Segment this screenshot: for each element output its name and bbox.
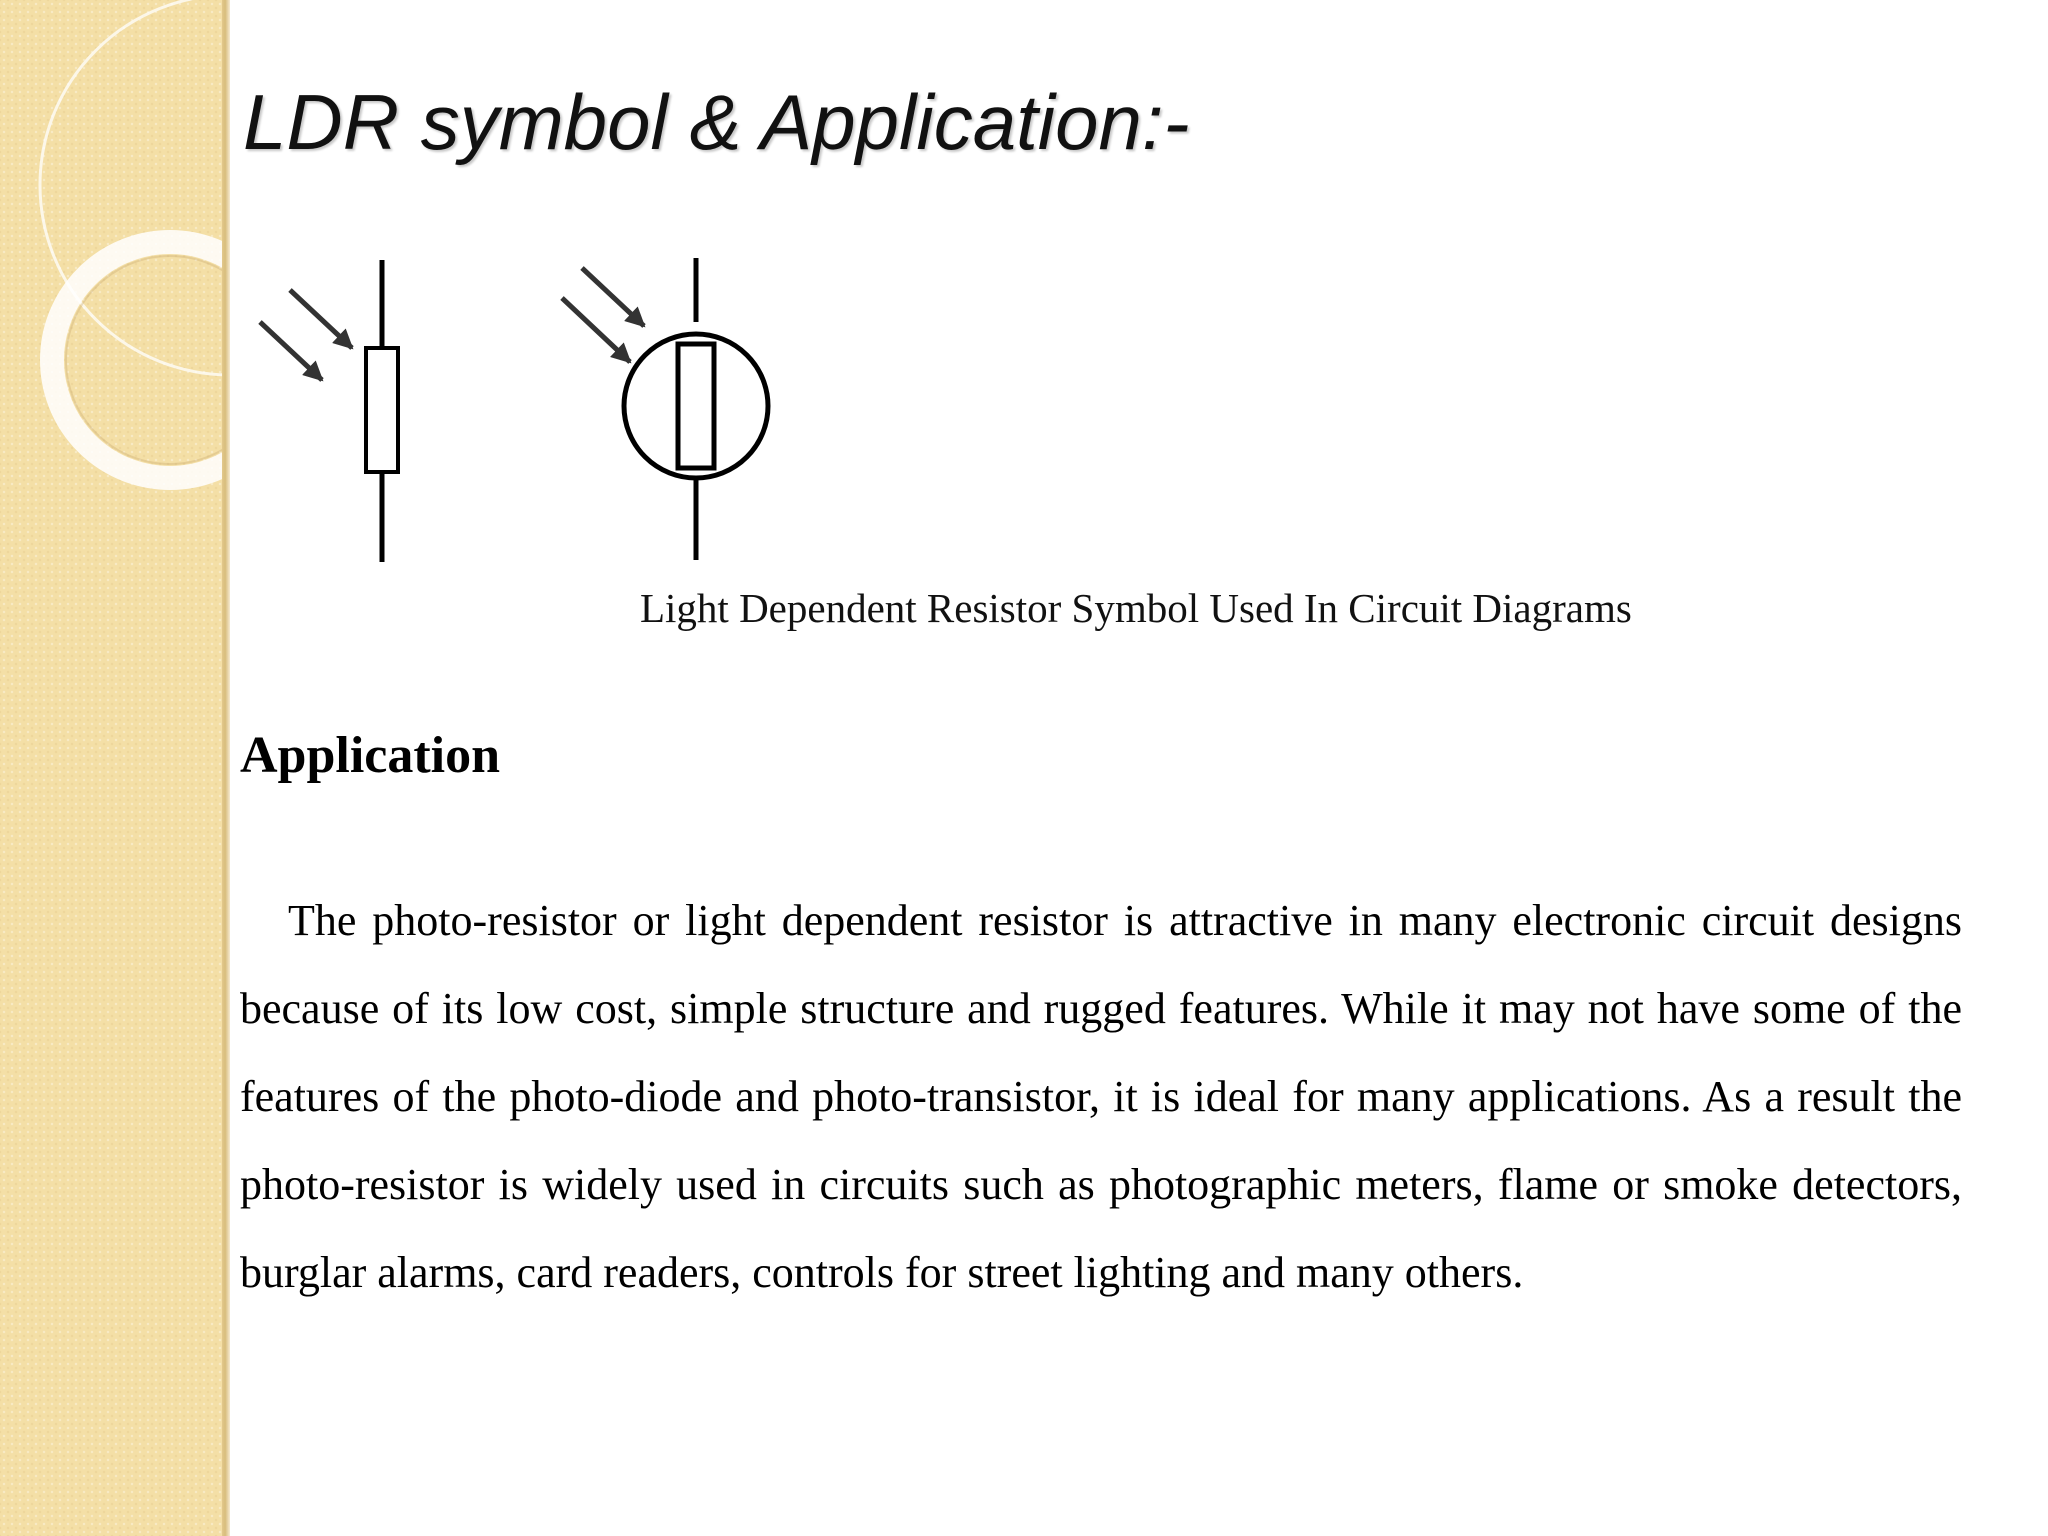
band-edge [222,0,230,1536]
slide-title: LDR symbol & Application:- [243,78,1190,166]
ldr-symbol-rectangle [260,260,398,562]
light-arrow-icon [562,298,630,362]
decorative-left-band [0,0,228,1536]
decorative-rings [0,0,228,560]
ldr-symbols-figure [240,240,800,570]
application-paragraph: The photo-resistor or light dependent resistor is attractive in many electronic circuit designs because of its low cost, simple structure and rugged features. While it may not have some of the features of the photo-diode and photo-transistor, it is ideal for many applications. As a result the photo-resistor is widely used in circuits such as photographic meters, flame or smoke detectors, burglar alarms, card readers, controls for street lighting and many others. [240,896,1962,1297]
light-arrow-icon [260,322,322,380]
section-heading: Application [240,727,501,784]
light-arrow-icon [582,268,644,326]
ldr-symbol-circle [562,258,768,560]
light-arrow-icon [290,290,352,348]
figure-caption: Light Dependent Resistor Symbol Used In Circuit Diagrams [640,585,1632,631]
